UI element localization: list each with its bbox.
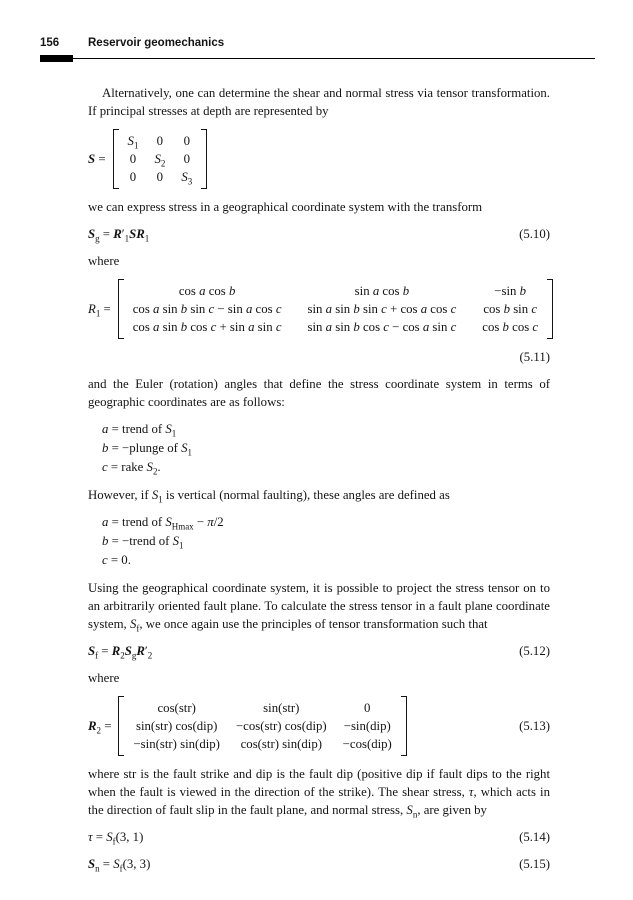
header-rule	[40, 55, 595, 62]
matrix-cell: cos b cos c	[482, 320, 539, 334]
matrix-cell: $S_3$	[181, 170, 193, 187]
equation-5-13	[88, 696, 550, 756]
matrix-cell: cos(str) sin(dip)	[240, 737, 322, 751]
page-header	[40, 36, 595, 62]
matrix-grid	[119, 129, 202, 189]
list-item: a = trend of $S_{Hmax} - \pi/2$	[102, 515, 224, 532]
matrix-grid	[124, 696, 400, 756]
matrix-cell: 0	[156, 170, 164, 184]
matrix-cell: cos a sin b sin c − sin a cos c	[132, 302, 282, 316]
equation-number: (5.15)	[519, 857, 550, 871]
equation-number-line	[88, 348, 550, 366]
matrix-cell: sin a cos b	[354, 284, 410, 298]
equation-5-12	[88, 642, 550, 660]
equation-5-11	[88, 279, 550, 339]
list-item: b = −plunge of $S_1$	[102, 441, 193, 458]
matrix-cell: cos a cos b	[178, 284, 236, 298]
matrix-cell: −sin(dip)	[343, 719, 391, 733]
matrix-cell: −cos(dip)	[342, 737, 392, 751]
right-bracket	[547, 279, 553, 339]
matrix-cell: cos(str)	[157, 701, 196, 715]
equation-expression: $S_n = S_f(3$, 3)	[88, 857, 151, 874]
equation-lhs: S =	[88, 152, 106, 166]
equation-number: (5.13)	[519, 719, 550, 733]
matrix-cell: 0	[183, 152, 190, 166]
paragraph-where-1: where	[88, 254, 120, 268]
matrix-cell: cos b sin c	[483, 302, 538, 316]
equation-expression: $S_f = R_2S_gR'_2$	[88, 644, 153, 661]
equation-number: (5.12)	[519, 644, 550, 658]
list-item: c = 0.	[102, 553, 131, 567]
page-number: 156	[40, 37, 60, 49]
matrix-cell: sin(str) cos(dip)	[136, 719, 218, 733]
right-bracket	[201, 129, 207, 189]
matrix-rotation-r2	[118, 696, 406, 756]
normal-faulting-angles-list	[102, 513, 550, 570]
equation-lhs: $R_2$ =	[88, 719, 112, 736]
matrix-cell: $S_2$	[154, 152, 166, 169]
running-title: Reservoir geomechanics	[88, 37, 225, 49]
matrix-cell: cos a sin b cos c + sin a sin c	[132, 320, 282, 334]
list-item: c = rake $S_2$.	[102, 460, 161, 477]
matrix-principal-stress	[113, 129, 208, 189]
equation-lhs: $R_1$ =	[88, 302, 111, 319]
paragraph-transform: we can express stress in a geographical coordinate system with the transform	[88, 200, 483, 214]
matrix-cell: −sin b	[494, 284, 527, 298]
equation-5-14	[88, 828, 550, 846]
paragraph-where-2: where	[88, 671, 120, 685]
header-row	[40, 36, 595, 50]
matrix-cell: −sin(str) sin(dip)	[133, 737, 220, 751]
list-item: b = −trend of $S_1$	[102, 534, 184, 551]
paragraph-fault-plane: Using the geographical coordinate system, it is possible to project the stress tensor on to an arbitrarily oriented fault plane. To calculate the stress tensor in a fault plane coordinate system, $S_f$, we once again use the principles of tensor transformation such that	[88, 581, 550, 634]
equation-number: (5.11)	[519, 350, 550, 364]
equation-number: (5.14)	[519, 830, 550, 844]
paragraph-intro: Alternatively, one can determine the shear and normal stress via tensor transformation. If principal stresses at depth are represented by	[88, 86, 550, 118]
equation-5-10	[88, 225, 550, 243]
list-item: a = trend of $S_1$	[102, 422, 177, 439]
header-rule-line	[40, 58, 595, 59]
matrix-cell: sin(str)	[263, 701, 300, 715]
matrix-cell: sin a sin b sin c + cos a cos c	[307, 302, 457, 316]
matrix-cell: 0	[364, 701, 371, 715]
euler-angles-list	[102, 420, 550, 477]
matrix-cell: $S_1$	[127, 134, 139, 151]
matrix-rotation-r1	[118, 279, 553, 339]
paragraph-euler-intro: and the Euler (rotation) angles that define the stress coordinate system in terms of geographic coordinates are as follows:	[88, 377, 550, 409]
equation-principal-stress-matrix	[88, 129, 550, 189]
equation-expression: $\tau = S_f(3$, 1)	[88, 830, 144, 847]
matrix-cell: sin a sin b cos c − cos a sin c	[307, 320, 457, 334]
equation-number: (5.10)	[519, 227, 550, 241]
paragraph-strike-dip: where str is the fault strike and dip is the fault dip (positive dip if fault dips to the right when the fault is viewed in the direction of the strike). The shear stress, τ, which acts in the direction of fault slip in the fault plane, and normal stress, $S_n$, are given by	[88, 767, 550, 820]
matrix-grid	[124, 279, 547, 339]
equation-5-15	[88, 855, 550, 873]
equation-expression: $S_g = R'_1SR_1$	[88, 227, 150, 244]
matrix-cell: 0	[129, 152, 137, 166]
right-bracket	[401, 696, 407, 756]
paragraph-normal-faulting: However, if $S_1$ is vertical (normal faulting), these angles are defined as	[88, 488, 450, 505]
matrix-cell: 0	[156, 134, 164, 148]
page-body	[88, 84, 550, 873]
matrix-cell: 0	[183, 134, 190, 148]
matrix-cell: 0	[129, 170, 137, 184]
matrix-cell: −cos(str) cos(dip)	[235, 719, 327, 733]
